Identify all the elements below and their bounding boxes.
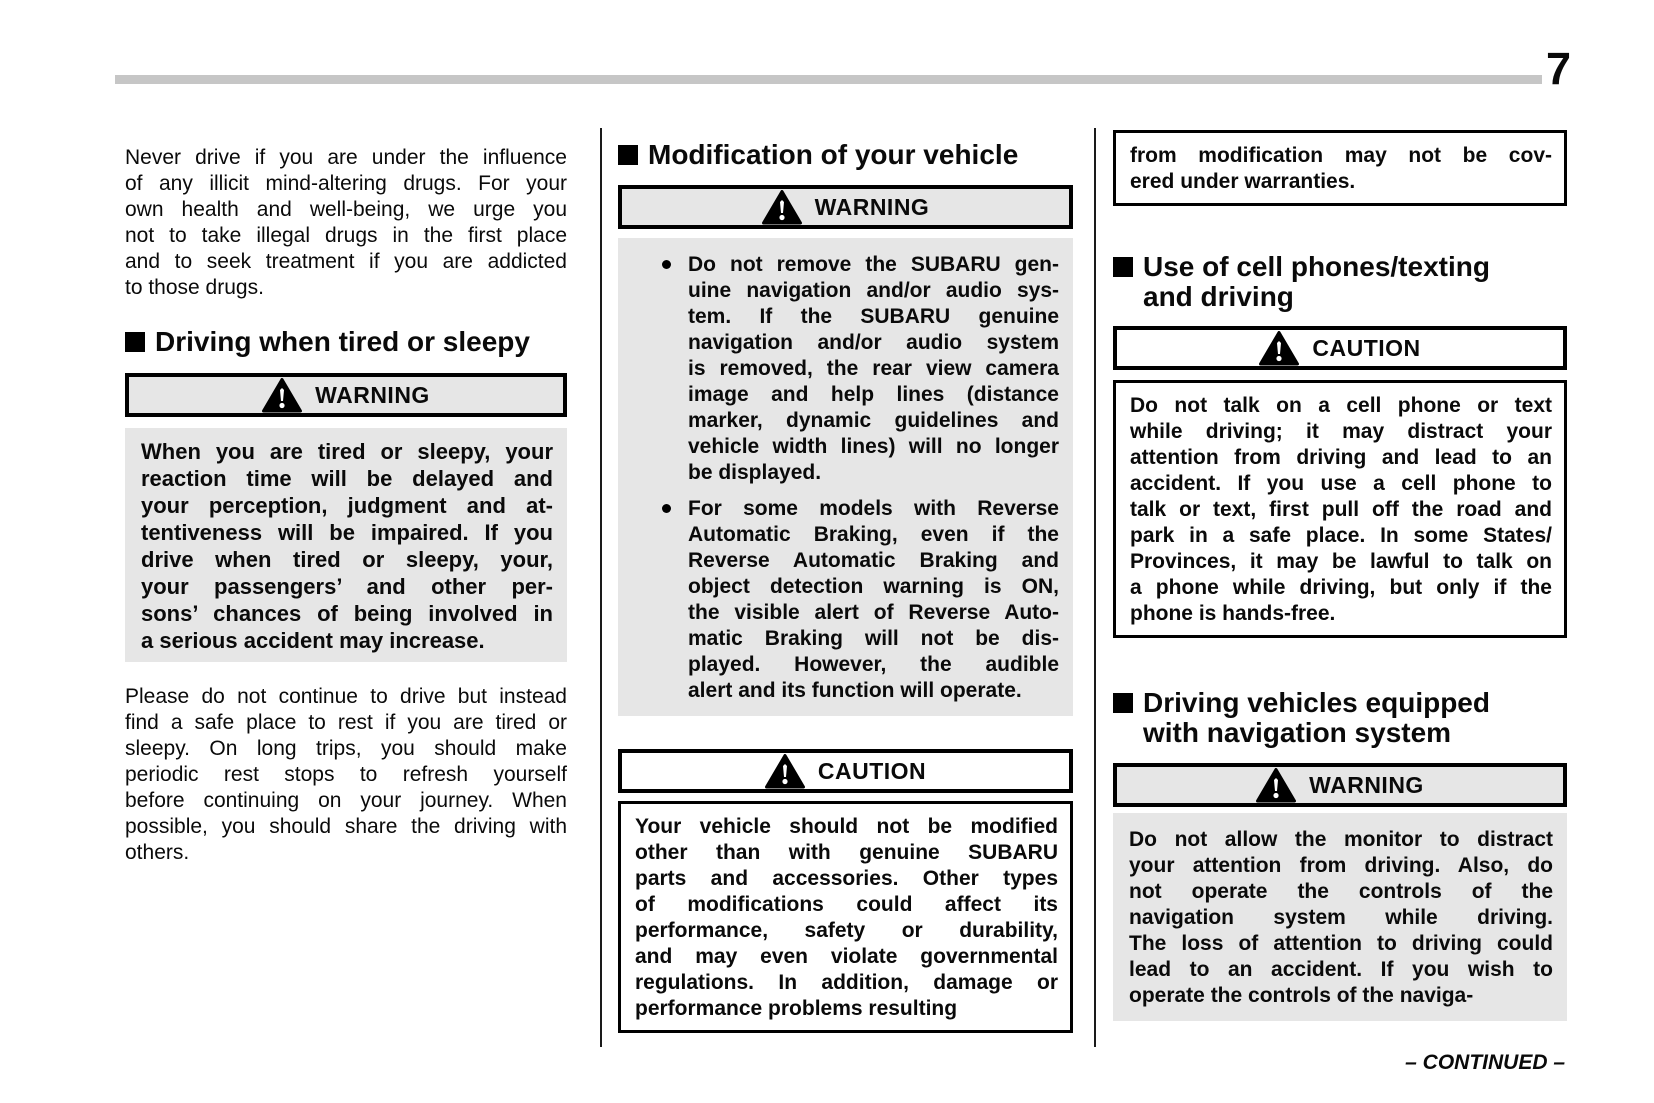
caution-body-modification: Your vehicle should not be modified other than with genuine SUBARU parts and accessories. Other types of modifications could affect its performance, safety or durability, and may even violate governmental regulations. In addition, damage or performance problems resulting: [618, 801, 1073, 1033]
warning-label: WARNING: [1309, 771, 1424, 798]
caution-header: [1113, 326, 1567, 370]
section-marker-icon: [125, 332, 145, 352]
middle-column: [618, 140, 1073, 1033]
heading-text: Modification of your vehicle: [648, 139, 1019, 170]
warning-label: WARNING: [315, 381, 430, 408]
warning-triangle-icon: [765, 754, 805, 789]
heading-modification: [618, 140, 1073, 170]
heading-text: Driving vehicles equipped with navigation system: [1143, 687, 1490, 748]
column-divider-left: [600, 128, 602, 1047]
page-number: 7: [1546, 43, 1572, 94]
section-marker-icon: [618, 145, 638, 165]
warning-label: WARNING: [814, 193, 930, 220]
heading-text: Driving when tired or sleepy: [155, 326, 530, 357]
caution-label: CAUTION: [817, 757, 927, 784]
bullet-icon: [662, 252, 688, 486]
paragraph-illicit-drugs: Never drive if you are under the influence of any illicit mind-altering drugs. For your own health and well-being, we urge you not to take illegal drugs in the first place and to seek treatment if you are addicted to those drugs.: [125, 146, 567, 299]
heading-cell-phones: [1113, 252, 1567, 312]
caution-body-cell-phone: Do not talk on a cell phone or text while driving; it may distract your attention from driving and lead to an accident. If you use a cell phone to talk or text, first pull off the road and park in a safe place. In some States/ Provinces, it may be lawful to talk on a phone while driving, but only if the phone is hands-free.: [1113, 380, 1567, 638]
list-item: [634, 496, 1059, 704]
caution-header: [618, 749, 1073, 793]
warning-header: [1113, 763, 1567, 807]
column-divider-right: [1094, 128, 1096, 1047]
bullet-text-navigation-removal: Do not remove the SUBARU gen- uine navigation and/or audio sys- tem. If the SUBARU genuine navigation and/or audio system is removed, the rear view camera image and help lines (distance marker, dynamic guidelines and vehicle width lines) will no longer be displayed.: [688, 253, 1059, 484]
section-marker-icon: [1113, 693, 1133, 713]
bullet-text-reverse-braking: For some models with Reverse Automatic Braking, even if the Reverse Automatic Braking and object detection warning is ON, the visible alert of Reverse Auto- matic Braking will not be dis- played. However, the audible alert and its function will operate.: [688, 497, 1059, 702]
warning-header: [618, 185, 1073, 229]
warning-triangle-icon: [762, 190, 802, 225]
warning-header: [125, 373, 567, 417]
warning-triangle-icon: [1256, 768, 1296, 803]
warning-triangle-icon: [1259, 331, 1299, 366]
header-rule: [115, 75, 1542, 84]
left-column: [125, 145, 567, 866]
caution-label: CAUTION: [1312, 334, 1421, 361]
paragraph-rest-stops: Please do not continue to drive but instead find a safe place to rest if you are tired or sleepy. On long trips, you should make periodic rest stops to refresh yourself before continuing on your journey. When possible, you should share the driving with others.: [125, 685, 567, 864]
continued-marker: – CONTINUED –: [1405, 1051, 1565, 1074]
heading-text: Use of cell phones/texting and driving: [1143, 251, 1490, 312]
list-item: [634, 252, 1059, 486]
right-column: [1113, 130, 1567, 1075]
heading-navigation-system: [1113, 688, 1567, 748]
section-marker-icon: [1113, 257, 1133, 277]
heading-driving-when-tired: [125, 327, 567, 357]
caution-body-warranty-continuation: from modification may not be cov- ered under warranties.: [1113, 130, 1567, 206]
warning-triangle-icon: [262, 378, 302, 413]
warning-body-navigation: Do not allow the monitor to distract your attention from driving. Also, do not operate the controls of the navigation system while driving. The loss of attention to driving could lead to an accident. If you wish to operate the controls of the naviga-: [1113, 813, 1567, 1021]
bullet-icon: [662, 496, 688, 704]
warning-body-tired: When you are tired or sleepy, your reaction time will be delayed and your perception, judgment and at- tentiveness will be impaired. If you drive when tired or sleepy, your, your passengers’ and other per- sons’ chances of being involved in a serious accident may increase.: [125, 428, 567, 662]
warning-body-modification: [618, 238, 1073, 716]
